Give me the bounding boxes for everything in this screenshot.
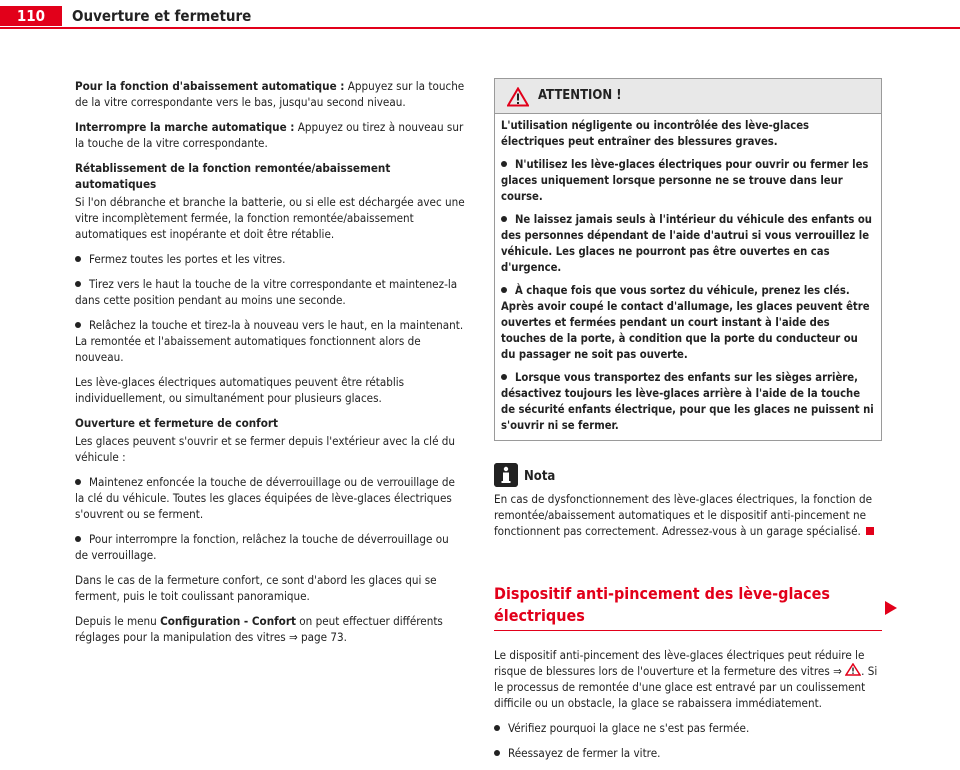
list-item: N'utilisez les lève-glaces électriques pour ouvrir ou fermer les glaces uniquement lorsque personne ne se trouve dans leur course.	[501, 158, 869, 203]
bullet-icon	[494, 725, 500, 731]
page-title: Ouverture et fermeture	[72, 7, 252, 25]
list-item: Réessayez de fermer la vitre.	[494, 745, 882, 761]
section-rule	[494, 630, 882, 631]
list-item: Vérifiez pourquoi la glace ne s'est pas fermée.	[494, 720, 882, 736]
bullet-icon	[75, 536, 81, 542]
heading-restore: Rétablissement de la fonction remontée/abaissement automatiques	[75, 161, 391, 191]
header-rule	[0, 27, 960, 29]
list-item: Ne laissez jamais seuls à l'intérieur du véhicule des enfants ou des personnes dépendant de l'aide d'autrui si vous verrouillez le véhicule. Les glaces ne pourront pas être ouvertes en cas d'urgence.	[501, 213, 872, 274]
note-title: Nota	[524, 469, 556, 484]
warning-title: ATTENTION !	[538, 88, 622, 103]
bullet-icon	[501, 216, 507, 222]
section-title: Dispositif anti-pincement des lève-glaces électriques	[494, 584, 830, 625]
paragraph-individual: Les lève-glaces électriques automatiques peuvent être rétablis individuellement, ou simultanément pour plusieurs glaces.	[75, 375, 405, 405]
bullet-icon	[75, 281, 81, 287]
paragraph-interrupt: Interrompre la marche automatique : Appuyez ou tirez à nouveau sur la touche de la vitre correspondante.	[75, 120, 464, 150]
bullet-icon	[75, 479, 81, 485]
warning-body	[495, 114, 881, 440]
paragraph-auto-lower: Pour la fonction d'abaissement automatique : Appuyez sur la touche de la vitre correspondante vers le bas, jusqu'au second niveau.	[75, 79, 465, 109]
page-link[interactable]: on peut effectuer différents réglages pour la manipulation des vitres ⇒ page 73.	[75, 614, 443, 644]
list-item: Lorsque vous transportez des enfants sur les sièges arrière, désactivez toujours les lève-glaces arrière à l'aide de la touche de sécurité enfants électrique, pour que les glaces ne puissent ni s'ouvrir ni se fermer.	[501, 371, 874, 432]
paragraph-menu: Depuis le menu Configuration - Confort on peut effectuer différents réglages pour la manipulation des vitres ⇒ page 73.	[75, 614, 443, 644]
paragraph-comfort: Les glaces peuvent s'ouvrir et se fermer depuis l'extérieur avec la clé du véhicule :	[75, 434, 456, 464]
right-column	[494, 78, 882, 770]
warning-header	[495, 79, 881, 114]
bullet-icon	[75, 256, 81, 262]
bullet-icon	[501, 287, 507, 293]
list-item: Maintenez enfoncée la touche de déverrouillage ou de verrouillage de la clé du véhicule. Toutes les glaces équipées de lève-glaces électriques s'ouvrent ou se ferment.	[75, 475, 455, 521]
paragraph-sunroof: Dans le cas de la fermeture confort, ce sont d'abord les glaces qui se ferment, puis le toit coulissant panoramique.	[75, 573, 437, 603]
page-header	[0, 0, 960, 30]
next-page-arrow-icon[interactable]	[885, 601, 897, 615]
warning-box	[494, 78, 882, 441]
list-item: Relâchez la touche et tirez-la à nouveau vers le haut, en la maintenant. La remontée et l'abaissement automatiques fonctionnent alors de nouveau.	[75, 318, 464, 364]
list-item: Fermez toutes les portes et les vitres.	[75, 251, 465, 267]
end-marker-icon	[866, 527, 874, 535]
left-column	[75, 78, 465, 654]
list-item: Tirez vers le haut la touche de la vitre correspondante et maintenez-la dans cette position pendant au moins une seconde.	[75, 277, 458, 307]
bullet-icon	[501, 374, 507, 380]
list-item: À chaque fois que vous sortez du véhicule, prenez les clés. Après avoir coupé le contact d'allumage, les glaces peuvent être ouvertes et fermées pendant un court instant à l'aide des touches de la porte, à condition que la porte du conducteur ou du passager ne soit pas ouverte.	[501, 284, 870, 361]
bullet-icon	[501, 161, 507, 167]
warning-intro: L'utilisation négligente ou incontrôlée des lève-glaces électriques peut entraîner des blessures graves.	[501, 119, 810, 148]
info-note-icon	[494, 463, 518, 487]
heading-comfort: Ouverture et fermeture de confort	[75, 416, 279, 430]
bullet-icon	[75, 322, 81, 328]
list-item: Pour interrompre la fonction, relâchez la touche de déverrouillage ou de verrouillage.	[75, 532, 449, 562]
section-paragraph: Le dispositif anti-pincement des lève-glaces électriques peut réduire le risque de blessures lors de l'ouverture et la fermeture des vitres ⇒ . Si le processus de remontée d'une glace est entravé par un coulissement difficile ou un obstacle, la glace se rabaissera immédiatement.	[494, 648, 878, 710]
note-header	[494, 463, 882, 489]
page-number: 110	[0, 6, 62, 26]
warning-triangle-icon	[507, 87, 529, 107]
warning-link-icon[interactable]	[845, 663, 861, 676]
paragraph-restore: Si l'on débranche et branche la batterie, ou si elle est déchargée avec une vitre incomplètement fermée, la fonction remontée/abaissement automatiques est inopérante et doit être rétablie.	[75, 195, 465, 241]
bullet-icon	[494, 750, 500, 756]
note-text: En cas de dysfonctionnement des lève-glaces électriques, la fonction de remontée/abaissement automatiques et le dispositif anti-pincement ne fonctionnent pas correctement. Adressez-vous à un garage spécialisé.	[494, 492, 873, 538]
